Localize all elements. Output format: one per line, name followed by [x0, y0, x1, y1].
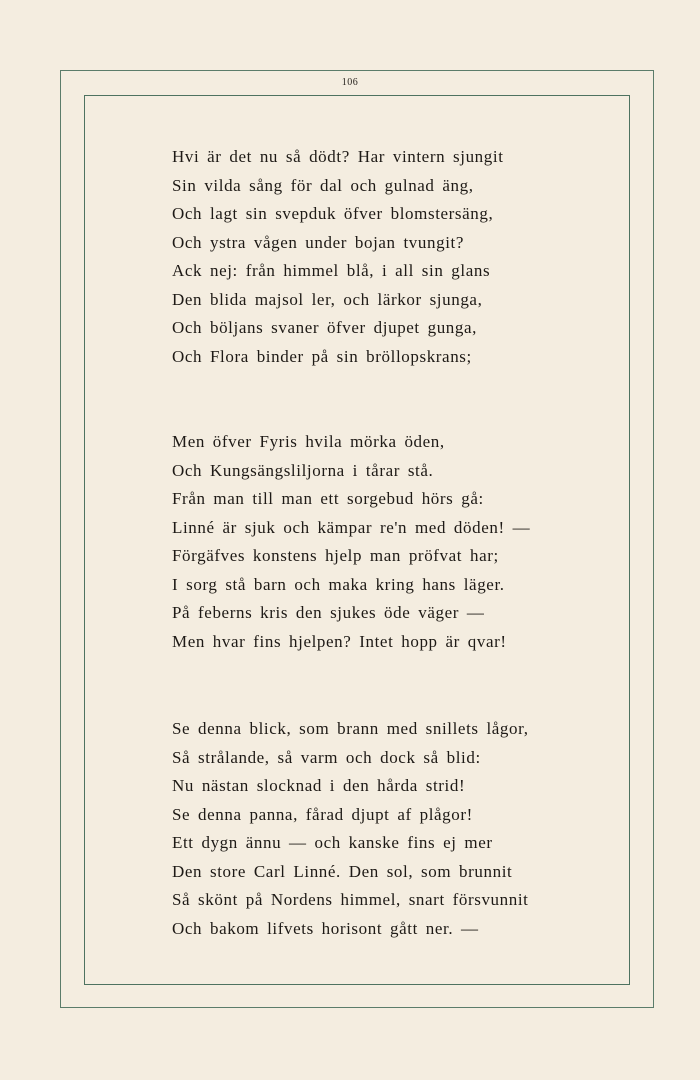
verse-line: Hvi är det nu så dödt? Har vintern sjungit: [172, 147, 504, 166]
verse-line: Från man till man ett sorgebud hörs gå:: [172, 489, 484, 508]
verse-line: Linné är sjuk och kämpar re'n med döden! —: [172, 517, 531, 537]
verse-line: Och Kungsängsliljorna i tårar stå.: [172, 460, 434, 480]
verse-line: Men hvar fins hjelpen? Intet hopp är qvar!: [172, 631, 507, 651]
stanza-1: [172, 143, 552, 371]
verse-line: Den store Carl Linné. Den sol, som brunnit: [172, 861, 513, 881]
verse-line: Och lagt sin svepduk öfver blomstersäng,: [172, 204, 494, 223]
verse-line: Sin vilda sång för dal och gulnad äng,: [172, 175, 474, 195]
verse-line: Och bakom lifvets horisont gått ner. —: [172, 918, 479, 938]
verse-line: Så skönt på Nordens himmel, snart försvunnit: [172, 890, 529, 909]
verse-line: Och Flora binder på sin bröllopskrans;: [172, 346, 472, 366]
stanza-2: [172, 428, 552, 656]
verse-line: Och böljans svaner öfver djupet gunga,: [172, 318, 478, 337]
verse-line: Nu nästan slocknad i den hårda strid!: [172, 776, 466, 795]
verse-line: På feberns kris den sjukes öde väger —: [172, 603, 485, 622]
verse-line: Ack nej: från himmel blå, i all sin glans: [172, 261, 491, 280]
verse-line: Så strålande, så varm och dock så blid:: [172, 747, 481, 767]
verse-line: Se denna panna, fårad djupt af plågor!: [172, 804, 473, 824]
verse-line: I sorg stå barn och maka kring hans läger.: [172, 574, 505, 594]
verse-line: Och ystra vågen under bojan tvungit?: [172, 232, 464, 252]
verse-line: Ett dygn ännu — och kanske fins ej mer: [172, 833, 493, 852]
page-number: 106: [341, 77, 359, 88]
verse-line: Men öfver Fyris hvila mörka öden,: [172, 432, 445, 451]
stanza-3: [172, 715, 552, 943]
verse-line: Se denna blick, som brann med snillets lågor,: [172, 719, 529, 738]
verse-line: Förgäfves konstens hjelp man pröfvat har;: [172, 546, 499, 565]
verse-line: Den blida majsol ler, och lärkor sjunga,: [172, 289, 483, 309]
